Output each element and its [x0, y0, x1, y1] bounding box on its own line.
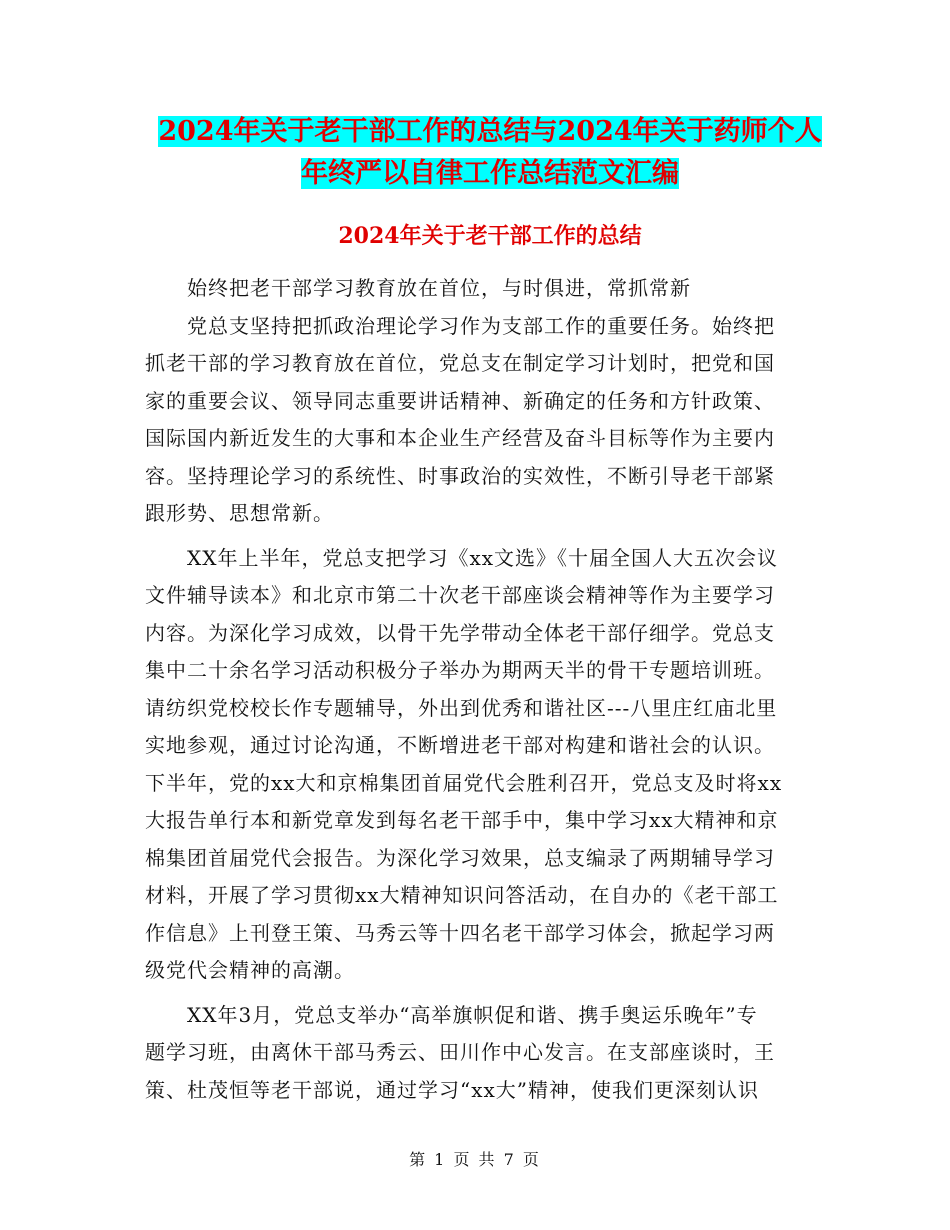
body-text: [145, 270, 805, 1109]
text-line: 抓老干部的学习教育放在首位，党总支在制定学习计划时，把党和国: [145, 351, 775, 375]
document-title-line-2: [140, 154, 840, 194]
text-line: XX年上半年，党总支把学习《xx文选》《十届全国人大五次会议: [145, 545, 779, 570]
text-line: 棉集团首届党代会报告。为深化学习效果，总支编录了两期辅导学习: [145, 845, 775, 870]
text-line: 请纺织党校校长作专题辅导，外出到优秀和谐社区---八里庄红庙北里: [145, 695, 778, 720]
document-title-line-1: [140, 112, 840, 152]
text-line: 党总支坚持把抓政治理论学习作为支部工作的重要任务。始终把: [145, 313, 775, 338]
text-line: 策、杜茂恒等老干部说，通过学习“xx大”精神，使我们更深刻认识: [145, 1077, 760, 1102]
text-line: 文件辅导读本》和北京市第二十次老干部座谈会精神等作为主要学习: [145, 583, 775, 607]
title-highlight: 年终严以自律工作总结范文汇编: [301, 158, 679, 189]
text-line: 实地参观，通过讨论沟通，不断增进老干部对构建和谐社会的认识。: [145, 733, 775, 757]
text-line: 国际国内新近发生的大事和本企业生产经营及奋斗目标等作为主要内: [145, 426, 775, 450]
text-line: 题学习班，由离休干部马秀云、田川作中心发言。在支部座谈时，王: [145, 1040, 775, 1064]
page-footer: 第 1 页 共 7 页: [409, 1150, 541, 1169]
text-line: 容。坚持理论学习的系统性、时事政治的实效性，不断引导老干部紧: [145, 463, 775, 488]
text-line: 作信息》上刊登王策、马秀云等十四名老干部学习体会，掀起学习两: [145, 920, 775, 945]
text-line: 内容。为深化学习成效，以骨干先学带动全体老干部仔细学。党总支: [145, 620, 775, 645]
text-line: 材料，开展了学习贯彻xx大精神知识问答活动，在自办的《老干部工: [145, 883, 779, 907]
text-line: 集中二十余名学习活动积极分子举办为期两天半的骨干专题培训班。: [145, 658, 775, 682]
title-highlight: 2024年关于老干部工作的总结与2024年关于药师个人: [158, 116, 822, 147]
text-line: 跟形势、思想常新。: [145, 501, 334, 525]
text-line: 级党代会精神的高潮。: [145, 958, 355, 982]
text-line: 大报告单行本和新党章发到每名老干部手中，集中学习xx大精神和京: [145, 808, 779, 832]
section-title: 2024年关于老干部工作的总结: [338, 223, 642, 249]
text-line: XX年3月，党总支举办“高举旗帜促和谐、携手奥运乐晚年”专: [145, 1002, 758, 1027]
text-line: 家的重要会议、领导同志重要讲话精神、新确定的任务和方针政策、: [145, 388, 775, 413]
text-line: 始终把老干部学习教育放在首位，与时俱进，常抓常新: [145, 276, 691, 300]
text-line: 下半年，党的xx大和京棉集团首届党代会胜利召开，党总支及时将xx: [145, 770, 783, 795]
